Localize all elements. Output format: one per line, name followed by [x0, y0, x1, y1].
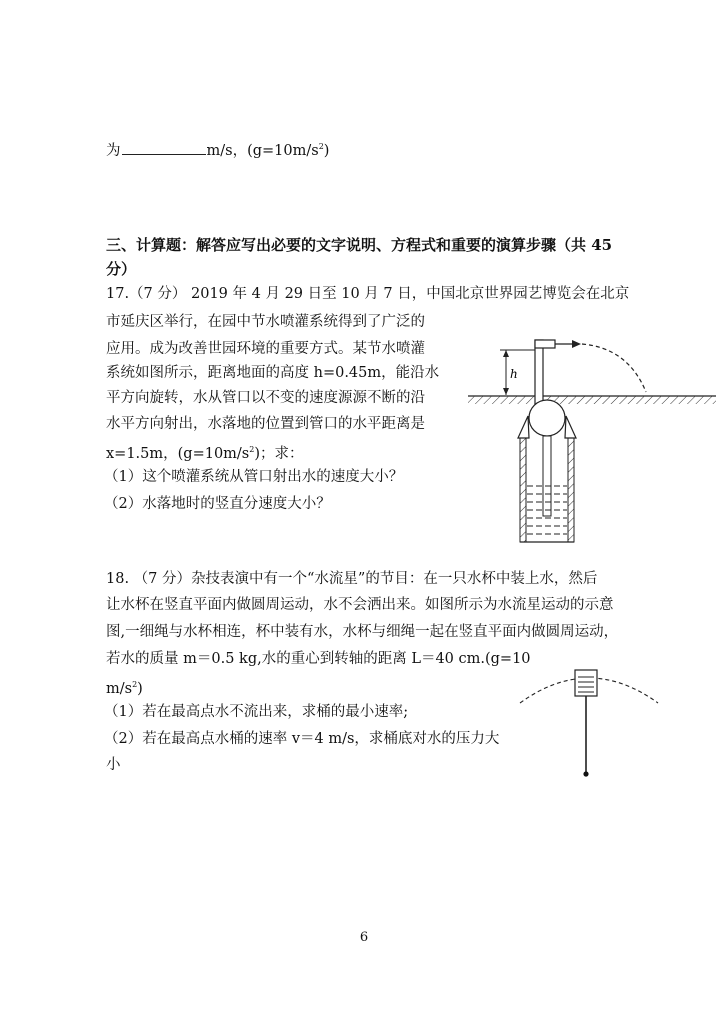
water-meteor-diagram: [514, 665, 664, 783]
answer-blank[interactable]: [122, 140, 206, 155]
q16-unit: m/s，(g=10m/s: [206, 142, 319, 159]
q17-line-3: 应用。成为改善世园环境的重要方式。某节水喷灌: [106, 341, 425, 357]
q17-sub-1: （1）这个喷灌系统从管口射出水的速度大小？: [104, 469, 404, 485]
q18-unit-suffix: ): [137, 680, 143, 697]
q17-line-5: 平方向旋转，水从管口以不变的速度源源不断的沿: [106, 390, 425, 406]
q18-line-1: 18. （7 分）杂技表演中有一个“水流星”的节目：在一只水杯中装上水，然后: [106, 571, 598, 587]
q18-sub-2-cont: 小: [106, 757, 121, 773]
q18-unit: m/s: [106, 680, 133, 697]
q17-given-x: x=1.5m，(g=10m/s: [106, 445, 250, 462]
q18-sub-1: （1）若在最高点水不流出来，求桶的最小速率;: [104, 704, 409, 720]
q18-line-3: 图,一细绳与水杯相连，杯中装有水，水杯与细绳一起在竖直平面内做圆周运动，: [106, 624, 619, 640]
section-3-heading: 三、计算题：解答应写出必要的文字说明、方程式和重要的演算步骤（共 45: [106, 236, 613, 254]
question-16-answer-line: [106, 137, 329, 161]
q17-line-1: 17.（7 分） 2019 年 4 月 29 日至 10 月 7 日，中国北京世界园艺博览会在北京: [106, 286, 630, 302]
q16-close: ): [323, 142, 330, 159]
q18-line-5: [106, 675, 143, 699]
section-3-heading-cont: 分）: [106, 260, 137, 278]
page-number: 6: [359, 930, 369, 945]
q18-sub-2: （2）若在最高点水桶的速率 v＝4 m/s，求桶底对水的压力大: [104, 731, 500, 747]
q17-given-suffix: )；求：: [254, 445, 304, 462]
q18-line-4: 若水的质量 m＝0.5 kg,水的重心到转轴的距离 L＝40 cm.(g=10: [106, 651, 531, 667]
q16-prefix: 为: [106, 142, 121, 159]
sprinkler-diagram: [468, 326, 716, 548]
q17-given-exp: 2: [249, 445, 255, 454]
q17-line-6: 水平方向射出，水落地的位置到管口的水平距离是: [106, 416, 425, 432]
q18-unit-exp: 2: [132, 680, 138, 689]
q17-line-4: 系统如图所示，距离地面的高度 h=0.45m，能沿水: [106, 365, 440, 381]
q16-exp: 2: [318, 142, 324, 151]
height-label: h: [510, 367, 518, 381]
q17-line-7: [106, 440, 304, 464]
q17-sub-2: （2）水落地时的竖直分速度大小？: [104, 496, 331, 512]
q18-line-2: 让水杯在竖直平面内做圆周运动，水不会洒出来。如图所示为水流星运动的示意: [106, 597, 614, 613]
q17-line-2: 市延庆区举行，在园中节水喷灌系统得到了广泛的: [106, 314, 425, 330]
